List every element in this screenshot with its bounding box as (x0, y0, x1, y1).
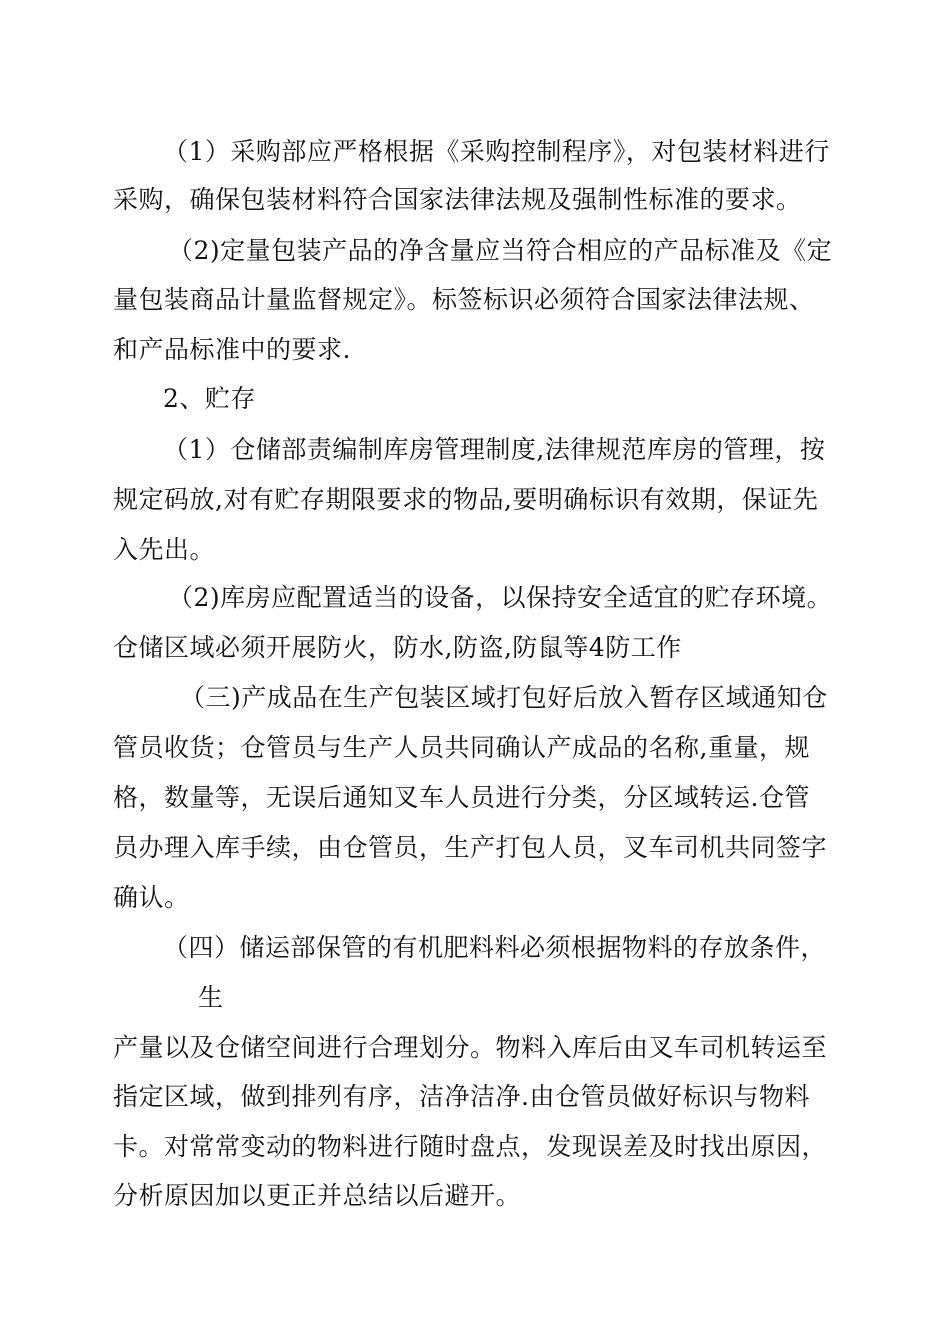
text-line: （2)库房应配置适当的设备，以保持安全适宜的贮存环境。 (168, 583, 833, 612)
text-line: 指定区域，做到排列有序，洁净洁净.由仓管员做好标识与物料 (113, 1082, 810, 1111)
text-line: （1）采购部应严格根据《采购控制程序》，对包装材料进行 (163, 137, 830, 166)
section-heading: 2、贮存 (163, 384, 256, 413)
text-line: （四）储运部保管的有机肥料料必须根据物料的存放条件， (163, 933, 827, 962)
text-line: 规定码放,对有贮存期限要求的物品,要明确标识有效期，保证先 (113, 485, 819, 514)
text-line: 卡。对常常变动的物料进行随时盘点，发现误差及时找出原因， (113, 1132, 828, 1161)
text-line: 生 (198, 983, 224, 1012)
text-line: 确认。 (113, 883, 190, 912)
text-line: 管员收货；仓管员与生产人员共同确认产成品的名称,重量，规 (113, 733, 810, 762)
text-line: 格，数量等，无误后通知叉车人员进行分类，分区域转运.仓管 (113, 783, 810, 812)
text-line: 量包装商品计量监督规定》。标签标识必须符合国家法律法规、 (113, 285, 815, 314)
text-line: 员办理入库手续，由仓管员，生产打包人员，叉车司机共同签字 (113, 833, 828, 862)
text-line: （1）仓储部责编制库房管理制度,法律规范库房的管理，按 (163, 435, 826, 464)
text-line: （2)定量包装产品的净含量应当符合相应的产品标准及《定 (168, 236, 833, 265)
text-line: （三)产成品在生产包装区域打包好后放入暂存区域通知仓 (180, 683, 828, 712)
text-line: 入先出。 (113, 535, 216, 564)
text-line: 产量以及仓储空间进行合理划分。物料入库后由叉车司机转运至 (113, 1033, 828, 1062)
text-line: 采购，确保包装材料符合国家法律法规及强制性标准的要求。 (113, 185, 802, 214)
text-line: 和产品标准中的要求. (113, 335, 351, 364)
text-line: 仓储区域必须开展防火，防水,防盗,防鼠等4防工作 (113, 633, 682, 662)
text-line: 分析原因加以更正并总结以后避开。 (113, 1181, 522, 1210)
